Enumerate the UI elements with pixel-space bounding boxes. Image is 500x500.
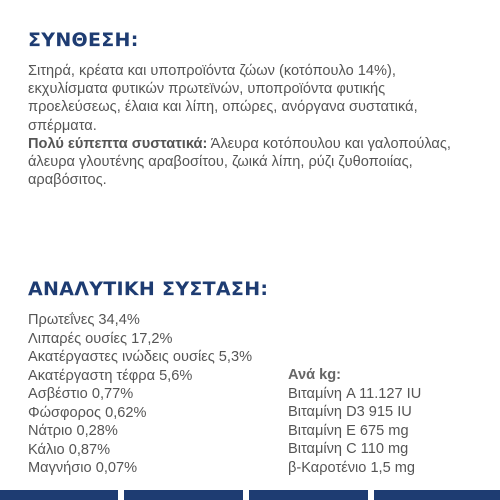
analysis-item-protein: Πρωτεΐνες 34,4% — [28, 312, 140, 328]
footer-divider — [118, 490, 124, 500]
per-kg-label: Ανά kg: — [288, 367, 342, 383]
analysis-item-calcium: Ασβέστιο 0,77% — [28, 386, 134, 402]
footer-divider — [368, 490, 374, 500]
ingredients-text: Σιτηρά, κρέατα και υποπροϊόντα ζώων (κοτόπουλο 14%), εκχυλίσματα φυτικών πρωτεϊνών, υποπροϊόντα φυτικής προελεύσεως, έλαια και λίπη, οπώρες, ανόργανα συστατικά, σπέρματα. — [28, 63, 418, 134]
vitamin-c-item: Βιταμίνη C 110 mg — [288, 441, 409, 457]
palatability-text: Άλευρα κοτόπουλου και γαλοπούλας, άλευρα γλουτένης αραβοσίτου, ζωικά λίπη, ρύζι ζυθοποιίας, αραβόσιτος. — [28, 136, 451, 189]
analysis-item-fat: Λιπαρές ουσίες 17,2% — [28, 330, 173, 347]
palatability-paragraph — [28, 135, 478, 190]
analysis-heading: ΑΝΑΛΥΤΙΚΗ ΣΥΣΤΑΣΗ: — [28, 278, 269, 300]
palatability-lead: Πολύ εύπεπτα συστατικά: — [28, 136, 208, 152]
vitamin-a-item: Βιταμίνη A 11.127 IU — [288, 385, 422, 402]
composition-heading: ΣΥΝΘΕΣΗ: — [28, 29, 139, 51]
footer-bar — [0, 490, 500, 500]
analysis-left-list — [28, 311, 252, 478]
analysis-item-potassium: Κάλιο 0,87% — [28, 441, 111, 458]
beta-carotene-item: β-Καροτένιο 1,5 mg — [288, 459, 416, 476]
analysis-right-list — [288, 366, 421, 477]
analysis-item-phosphorus: Φώσφορος 0,62% — [28, 404, 147, 421]
analysis-item-ash: Ακατέργαστη τέφρα 5,6% — [28, 367, 193, 384]
footer-divider — [243, 490, 249, 500]
vitamin-d3-item: Βιταμίνη D3 915 IU — [288, 404, 412, 420]
analysis-item-sodium: Νάτριο 0,28% — [28, 423, 118, 439]
vitamin-e-item: Βιταμίνη E 675 mg — [288, 422, 409, 439]
analysis-item-fibre: Ακατέργαστες ινώδεις ουσίες 5,3% — [28, 349, 253, 365]
analysis-item-magnesium: Μαγνήσιο 0,07% — [28, 460, 138, 476]
